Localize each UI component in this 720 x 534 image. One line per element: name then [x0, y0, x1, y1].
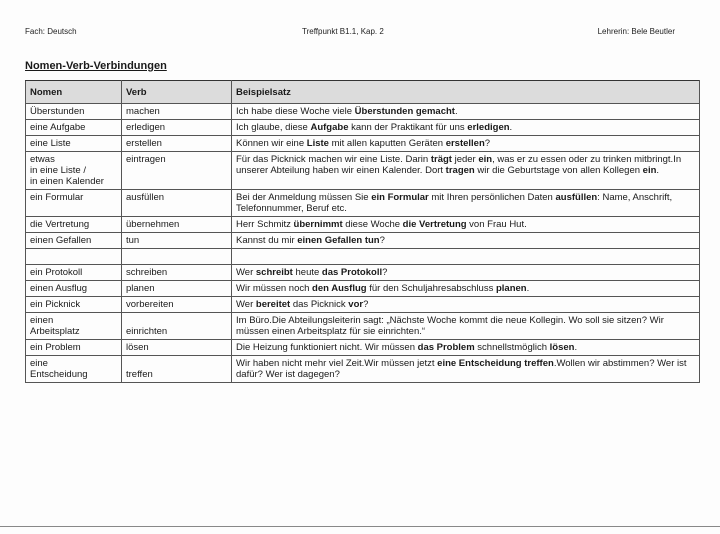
header-subject: Fach: Deutsch — [25, 27, 77, 36]
example-sentence-cell — [232, 217, 700, 233]
column-header-sentence: Beispielsatz — [232, 81, 700, 104]
sentence-paragraph: Die Abteilungsleiterin sagt: „Nächste Woche kommt die neue Kollegin. Wo soll sie sitzen? Wir müssen einen Arbeitsplatz für sie einrichten.“ — [236, 315, 664, 337]
noun-cell: eine Entscheidung — [26, 356, 122, 383]
table-row — [26, 233, 700, 249]
example-sentence-cell — [232, 249, 700, 265]
document-title: Nomen-Verb-Verbindungen — [25, 60, 167, 72]
table-row — [26, 281, 700, 297]
sentence-paragraph: Können wir eine Liste mit allen kaputten Geräten erstellen? — [236, 138, 491, 149]
table-row — [26, 249, 700, 265]
header-course: Treffpunkt B1.1, Kap. 2 — [302, 27, 384, 36]
noun-cell: ein Protokoll — [26, 265, 122, 281]
column-header-verb: Verb — [122, 81, 232, 104]
example-sentence-cell — [232, 356, 700, 383]
sentence-paragraph: Für das Picknick machen wir eine Liste. Darin trägt jeder ein, was er zu essen oder zu trinken mitbringt. — [236, 154, 674, 165]
page-bottom-rule — [0, 526, 720, 527]
table-row — [26, 152, 700, 190]
example-sentence-cell — [232, 152, 700, 190]
noun-cell: einen Gefallen — [26, 233, 122, 249]
noun-cell: etwas in eine Liste / in einen Kalender — [26, 152, 122, 190]
sentence-paragraph: Wir müssen jetzt eine Entscheidung treffen. — [364, 358, 557, 369]
table-row — [26, 136, 700, 152]
sentence-paragraph: Die Heizung funktioniert nicht. Wir müssen das Problem schnellstmöglich lösen. — [236, 342, 578, 353]
table-row — [26, 297, 700, 313]
sentence-paragraph: Bei der Anmeldung müssen Sie ein Formular mit Ihren persönlichen Daten ausfüllen: Name, Anschrift, Telefonnummer, Beruf etc. — [236, 192, 673, 214]
noun-cell: die Vertretung — [26, 217, 122, 233]
verb-cell — [122, 249, 232, 265]
example-sentence-cell — [232, 297, 700, 313]
table-row — [26, 265, 700, 281]
header-teacher: Lehrerin: Bele Beutler — [597, 27, 675, 36]
sentence-paragraph: Im Büro. — [236, 315, 272, 326]
verb-cell: eintragen — [122, 152, 232, 190]
verb-cell: ausfüllen — [122, 190, 232, 217]
verb-cell: machen — [122, 104, 232, 120]
noun-cell — [26, 249, 122, 265]
noun-cell: eine Aufgabe — [26, 120, 122, 136]
sentence-paragraph: Herr Schmitz übernimmt diese Woche die Vertretung von Frau Hut. — [236, 219, 527, 230]
verb-cell: vorbereiten — [122, 297, 232, 313]
sentence-paragraph: In unserer Abteilung haben wir einen Kalender. Dort tragen wir die Geburtstage von allen Kollegen ein. — [236, 154, 682, 176]
noun-cell: ein Picknick — [26, 297, 122, 313]
sentence-paragraph: Ich habe diese Woche viele Überstunden gemacht. — [236, 106, 458, 117]
verb-cell: treffen — [122, 356, 232, 383]
sentence-paragraph: Kannst du mir einen Gefallen tun? — [236, 235, 385, 246]
table-row — [26, 104, 700, 120]
example-sentence-cell — [232, 136, 700, 152]
verb-cell: planen — [122, 281, 232, 297]
column-header-noun: Nomen — [26, 81, 122, 104]
example-sentence-cell — [232, 265, 700, 281]
vocabulary-table — [25, 80, 700, 383]
verb-cell: übernehmen — [122, 217, 232, 233]
example-sentence-cell — [232, 104, 700, 120]
verb-cell: erledigen — [122, 120, 232, 136]
sentence-paragraph: Wer bereitet das Picknick vor? — [236, 299, 369, 310]
table-row — [26, 190, 700, 217]
table-row — [26, 313, 700, 340]
verb-cell: schreiben — [122, 265, 232, 281]
sentence-paragraph: Wir müssen noch den Ausflug für den Schuljahresabschluss planen. — [236, 283, 530, 294]
noun-cell: Überstunden — [26, 104, 122, 120]
table-row — [26, 356, 700, 383]
sentence-paragraph: Wollen wir abstimmen? Wer ist dafür? Wer ist dagegen? — [236, 358, 687, 380]
noun-cell: einen Ausflug — [26, 281, 122, 297]
noun-cell: eine Liste — [26, 136, 122, 152]
example-sentence-cell — [232, 233, 700, 249]
sentence-paragraph: Wer schreibt heute das Protokoll? — [236, 267, 388, 278]
table-row — [26, 340, 700, 356]
table-row — [26, 217, 700, 233]
sentence-paragraph: Ich glaube, diese Aufgabe kann der Praktikant für uns erledigen. — [236, 122, 513, 133]
example-sentence-cell — [232, 120, 700, 136]
verb-cell: einrichten — [122, 313, 232, 340]
verb-cell: tun — [122, 233, 232, 249]
example-sentence-cell — [232, 313, 700, 340]
verb-cell: lösen — [122, 340, 232, 356]
noun-cell: ein Problem — [26, 340, 122, 356]
noun-cell: ein Formular — [26, 190, 122, 217]
verb-cell: erstellen — [122, 136, 232, 152]
example-sentence-cell — [232, 281, 700, 297]
example-sentence-cell — [232, 190, 700, 217]
example-sentence-cell — [232, 340, 700, 356]
table-header-row — [26, 81, 700, 104]
sentence-paragraph: Wir haben nicht mehr viel Zeit. — [236, 358, 365, 369]
table-body — [26, 104, 700, 383]
table-row — [26, 120, 700, 136]
noun-cell: einen Arbeitsplatz — [26, 313, 122, 340]
